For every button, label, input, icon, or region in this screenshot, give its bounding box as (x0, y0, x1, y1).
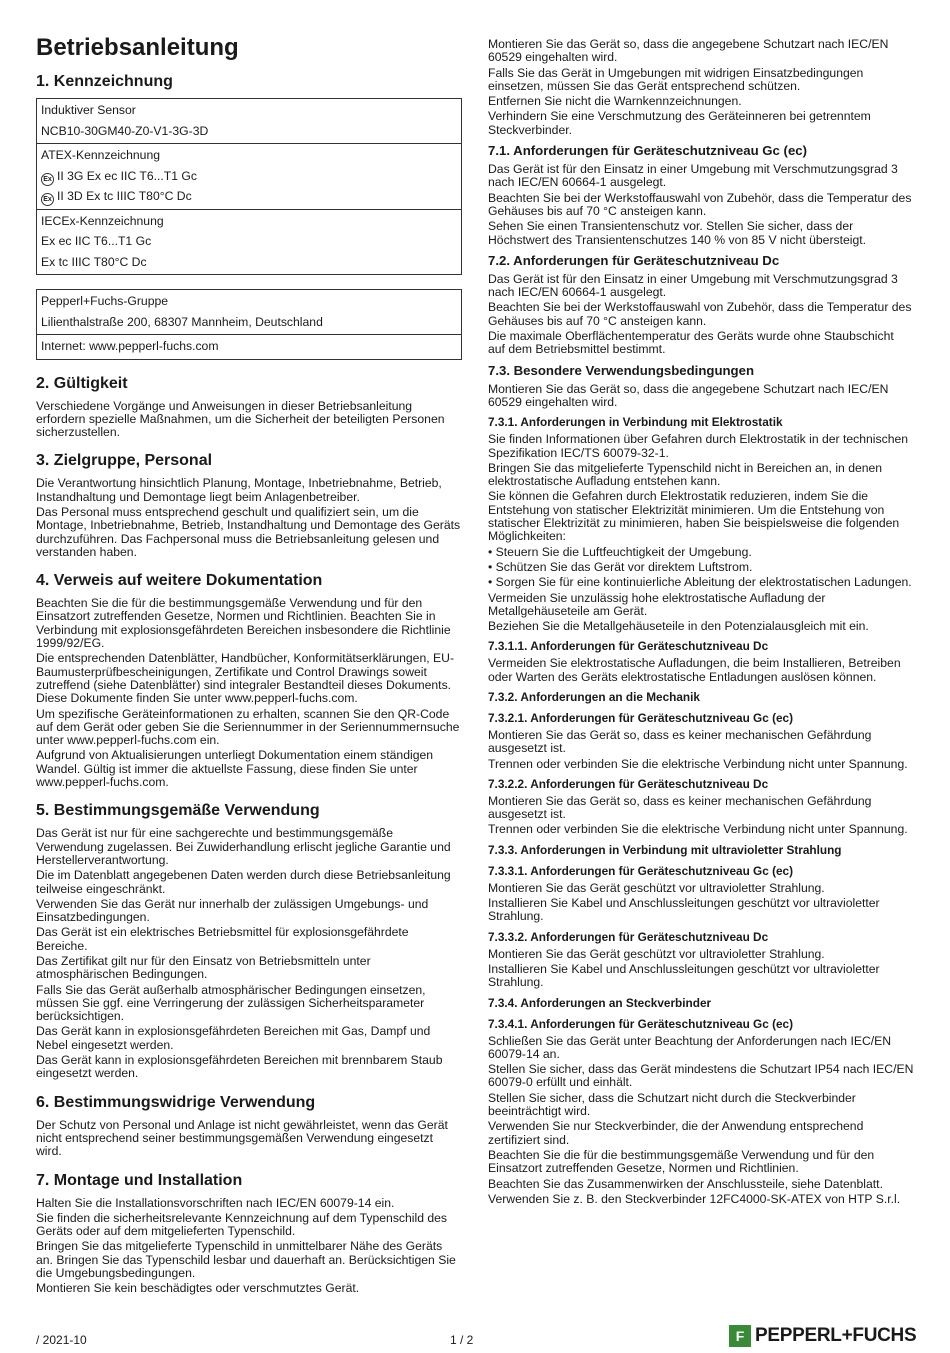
heading-montage: 7. Montage und Installation (36, 1171, 243, 1189)
paragraph: Vermeiden Sie elektrostatische Aufladungen, die beim Installieren, Betreiben oder Warten des Geräts elektrostatische Entladungen auslösen können. (488, 656, 901, 684)
company-name: Pepperl+Fuchs-Gruppe (41, 294, 169, 308)
paragraph: Montieren Sie das Gerät so, dass es keiner mechanischen Gefährdung ausgesetzt ist. (488, 793, 872, 822)
heading-kennzeichnung: 1. Kennzeichnung (36, 73, 173, 90)
left-column (36, 34, 462, 1308)
heading-7-3: 7.3. Besondere Verwendungsbedingungen (488, 362, 754, 378)
section-7-3-1 (488, 415, 914, 633)
paragraph: Das Gerät ist nur für eine sachgerechte und bestimmungsgemäße Verwendung zugelassen. Bei Zuwiderhandlung erlischt jegliche Garantie und Herstellerverantwortung. (36, 826, 451, 867)
atex-gas-text: II 3G Ex ec IIC T6...T1 Gc (57, 168, 197, 183)
section-7-1 (488, 143, 914, 247)
section-zielgruppe (36, 451, 462, 559)
list-item: • Schützen Sie das Gerät vor direktem Luftstrom. (488, 561, 914, 574)
paragraph: Halten Sie die Installationsvorschriften nach IEC/EN 60079-14 ein. (36, 1195, 395, 1210)
paragraph: Verwenden Sie z. B. den Steckverbinder 12FC4000-SK-ATEX von HTP S.r.l. (488, 1191, 901, 1206)
paragraph: Das Gerät kann in explosionsgefährdeten Bereichen mit brennbarem Staub eingesetzt werden. (36, 1053, 443, 1081)
atex-line-gas (41, 166, 457, 187)
logo-mark-icon: F (729, 1325, 751, 1347)
paragraph: Das Gerät ist ein elektrisches Betriebsmittel für explosionsgefährdete Bereiche. (36, 925, 409, 953)
montage-continued (488, 38, 914, 137)
paragraph: Stellen Sie sicher, dass die Schutzart nicht durch die Steckverbinder beeinträchtigt wird. (488, 1090, 856, 1119)
paragraph: Montieren Sie das Gerät geschützt vor ultravioletter Strahlung. (488, 946, 825, 961)
heading-7-3-2: 7.3.2. Anforderungen an die Mechanik (488, 689, 700, 704)
footer-date: / 2021-10 (36, 1333, 87, 1347)
section-7-3-3-2 (488, 930, 914, 990)
paragraph: Beachten Sie die für die bestimmungsgemäße Verwendung und für den Einsatzort zutreffenden Gesetze, Normen und Richtlinien. Beachten Sie in Verbindung mit explosionsgefährdeten Bereichen insbesondere die Richtlinie 1999/92/EG. (36, 596, 451, 651)
heading-7-2: 7.2. Anforderungen für Geräteschutzniveau Dc (488, 252, 780, 268)
section-verwendung (36, 801, 462, 1080)
paragraph: Falls Sie das Gerät in Umgebungen mit widrigen Einsatzbedingungen einsetzen, müssen Sie das Gerät entsprechend schützen. (488, 65, 864, 93)
heading-zielgruppe: 3. Zielgruppe, Personal (36, 452, 213, 470)
section-7-3-2 (488, 690, 914, 705)
iecex-group (37, 210, 461, 275)
document-title: Betriebsanleitung (36, 34, 239, 61)
paragraph: Das Zertifikat gilt nur für den Einsatz von Betriebsmitteln unter atmosphärischen Bedingungen. (36, 954, 371, 982)
iecex-title: IECEx-Kennzeichnung (41, 213, 164, 228)
paragraph: Die maximale Oberflächentemperatur des Geräts wurde ohne Staubschicht auf dem Betriebsmittel bestimmt. (488, 329, 894, 357)
bullet-list (488, 546, 914, 590)
logo-text: PEPPERL+FUCHS (755, 1325, 917, 1346)
paragraph: Montieren Sie das Gerät so, dass die angegebene Schutzart nach IEC/EN 60529 eingehalten wird. (488, 37, 889, 65)
heading-7-3-3-1: 7.3.3.1. Anforderungen für Geräteschutzniveau Gc (ec) (488, 863, 794, 878)
paragraph: Beachten Sie bei der Werkstoffauswahl von Zubehör, dass die Temperatur des Gehäuses bis auf 70 °C ansteigen kann. (488, 300, 912, 328)
paragraph: Sehen Sie einen Transientenschutz vor. Stellen Sie sicher, dass der Höchstwert des Transientenschutzes 140 % von 85 V nicht übersteigt. (488, 219, 867, 247)
section-7-3-2-2 (488, 777, 914, 837)
section-kennzeichnung (36, 72, 462, 360)
paragraph: Stellen Sie sicher, dass das Gerät mindestens die Schutzart IP54 nach IEC/EN 60079-0 erfüllt und einhält. (488, 1062, 914, 1090)
heading-7-3-1: 7.3.1. Anforderungen in Verbindung mit Elektrostatik (488, 415, 783, 430)
paragraph: Verwenden Sie nur Steckverbinder, die der Anwendung entsprechend zertifiziert sind. (488, 1119, 864, 1147)
paragraph: Trennen oder verbinden Sie die elektrische Verbindung nicht unter Spannung. (488, 756, 908, 771)
company-info (37, 290, 461, 335)
paragraph: Verschiedene Vorgänge und Anweisungen in dieser Betriebsanleitung erfordern spezielle Maßnahmen, um die Sicherheit der beteiligten Personen sicherzustellen. (36, 398, 445, 440)
section-gueltigkeit (36, 374, 462, 440)
heading-verwendung: 5. Bestimmungsgemäße Verwendung (36, 802, 320, 820)
paragraph: Die Verantwortung hinsichtlich Planung, Montage, Inbetriebnahme, Betrieb, Instandhaltung und Demontage liegt beim Anlagenbetreiber. (36, 476, 442, 504)
company-internet: Internet: www.pepperl-fuchs.com (41, 339, 219, 353)
section-7-2 (488, 253, 914, 357)
heading-7-1: 7.1. Anforderungen für Geräteschutzniveau Gc (ec) (488, 143, 808, 159)
paragraph: Montieren Sie das Gerät geschützt vor ultravioletter Strahlung. (488, 880, 825, 895)
paragraph: Installieren Sie Kabel und Anschlussleitungen geschützt vor ultravioletter Strahlung. (488, 896, 880, 924)
company-logo (729, 1325, 916, 1347)
paragraph: Bringen Sie das mitgelieferte Typenschild nicht in Bereichen an, in denen elektrostatische Aufladung entstehen kann. (488, 460, 883, 489)
marking-box (36, 98, 462, 275)
ex-symbol-icon: Ex (41, 193, 54, 206)
paragraph: Trennen oder verbinden Sie die elektrische Verbindung nicht unter Spannung. (488, 822, 908, 837)
section-7-3-4-1 (488, 1017, 914, 1207)
paragraph: Entfernen Sie nicht die Warnkennzeichnungen. (488, 94, 742, 109)
iecex-dust: Ex tc IIIC T80°C Dc (41, 254, 147, 269)
paragraph: Sie finden die sicherheitsrelevante Kennzeichnung auf dem Typenschild des Geräts oder auf dem mitgelieferten Typenschild. (36, 1210, 448, 1239)
company-web (37, 335, 461, 359)
heading-7-3-2-2: 7.3.2.2. Anforderungen für Geräteschutzniveau Dc (488, 776, 769, 791)
section-montage (36, 1171, 462, 1296)
heading-7-3-3: 7.3.3. Anforderungen in Verbindung mit ultravioletter Strahlung (488, 842, 842, 857)
paragraph: Bringen Sie das mitgelieferte Typenschild in unmittelbarer Nähe des Geräts an. Bringen Sie das Typenschild lesbar und dauerhaft an. Berücksichtigen Sie die Umgebungsbedingungen. (36, 1239, 456, 1281)
paragraph: Sie können die Gefahren durch Elektrostatik reduzieren, indem Sie die Entstehung von statischer Elektrizität minimieren. Um die Entstehung von statischer Elektrizität zu minimieren, haben Sie beispielsweise die folgenden Möglichkeiten: (488, 489, 900, 544)
atex-line-dust (41, 186, 457, 207)
right-column (488, 38, 914, 1212)
paragraph: Verhindern Sie eine Verschmutzung des Geräteinneren bei getrenntem Steckverbinder. (488, 109, 871, 137)
paragraph: Das Gerät ist für den Einsatz in einer Umgebung mit Verschmutzungsgrad 3 nach IEC/EN 60664-1 ausgelegt. (488, 271, 898, 300)
sensor-group (37, 99, 461, 144)
paragraph: Beachten Sie die für die bestimmungsgemäße Verwendung und für den Einsatzort zutreffenden Gesetze, Normen und Richtlinien. (488, 1147, 875, 1176)
paragraph: Die im Datenblatt angegebenen Daten werden durch diese Betriebsanleitung teilweise eingeschränkt. (36, 868, 451, 896)
paragraph: Montieren Sie das Gerät so, dass es keiner mechanischen Gefährdung ausgesetzt ist. (488, 727, 872, 756)
heading-7-3-4: 7.3.4. Anforderungen an Steckverbinder (488, 995, 712, 1010)
section-7-3-3-1 (488, 864, 914, 924)
heading-dokumentation: 4. Verweis auf weitere Dokumentation (36, 572, 323, 590)
company-address: Lilienthalstraße 200, 68307 Mannheim, Deutschland (41, 314, 323, 329)
paragraph: Aufgrund von Aktualisierungen unterliegt Dokumentation einem ständigen Wandel. Gültig ist immer die aktuellste Fassung, diese finden Sie unter www.pepperl-fuchs.com. (36, 748, 434, 790)
paragraph: Der Schutz von Personal und Anlage ist nicht gewährleistet, wenn das Gerät nicht entsprechend seiner bestimmungsgemäßen Verwendung eingesetzt wird. (36, 1117, 448, 1159)
paragraph: Verwenden Sie das Gerät nur innerhalb der zulässigen Umgebungs- und Einsatzbedingungen. (36, 896, 429, 925)
iecex-gas: Ex ec IIC T6...T1 Gc (41, 234, 152, 248)
heading-7-3-1-1: 7.3.1.1. Anforderungen für Geräteschutzniveau Dc (488, 639, 769, 654)
paragraph: Beachten Sie bei der Werkstoffauswahl von Zubehör, dass die Temperatur des Gehäuses bis auf 70 °C ansteigen kann. (488, 190, 912, 218)
paragraph: Installieren Sie Kabel und Anschlussleitungen geschützt vor ultravioletter Strahlung. (488, 961, 880, 990)
paragraph: Das Gerät kann in explosionsgefährdeten Bereichen mit Gas, Dampf und Nebel eingesetzt werden. (36, 1024, 431, 1052)
paragraph: Falls Sie das Gerät außerhalb atmosphärischer Bedingungen einsetzen, müssen Sie ggf. eine Verringerung der zulässigen Sicherheitsparameter berücksichtigen. (36, 982, 426, 1024)
list-item: • Steuern Sie die Luftfeuchtigkeit der Umgebung. (488, 546, 914, 559)
list-item: • Sorgen Sie für eine kontinuierliche Ableitung der elektrostatischen Ladungen. (488, 576, 914, 589)
paragraph: Sie finden Informationen über Gefahren durch Elektrostatik in der technischen Spezifikation IEC/TS 60079-32-1. (488, 432, 909, 460)
paragraph: Beziehen Sie die Metallgehäuseteile in den Potenzialausgleich mit ein. (488, 619, 869, 634)
paragraph: Das Gerät ist für den Einsatz in einer Umgebung mit Verschmutzungsgrad 3 nach IEC/EN 60664-1 ausgelegt. (488, 162, 898, 190)
section-7-3 (488, 363, 914, 410)
atex-title: ATEX-Kennzeichnung (41, 148, 161, 162)
footer-page-number: 1 / 2 (450, 1333, 474, 1347)
paragraph: Montieren Sie das Gerät so, dass die angegebene Schutzart nach IEC/EN 60529 eingehalten wird. (488, 381, 889, 409)
sensor-label: Induktiver Sensor (41, 103, 136, 117)
section-dokumentation (36, 571, 462, 789)
atex-group (37, 144, 461, 210)
paragraph: Um spezifische Geräteinformationen zu erhalten, scannen Sie den QR-Code auf dem Gerät oder geben Sie die Seriennummer in der Seriennummernsuche unter www.pepperl-fuchs.com ein. (36, 706, 460, 748)
section-fehlgebrauch (36, 1093, 462, 1159)
heading-7-3-4-1: 7.3.4.1. Anforderungen für Geräteschutzniveau Gc (ec) (488, 1016, 794, 1031)
section-7-3-2-1 (488, 711, 914, 771)
section-7-3-4 (488, 996, 914, 1011)
heading-fehlgebrauch: 6. Bestimmungswidrige Verwendung (36, 1093, 316, 1111)
heading-gueltigkeit: 2. Gültigkeit (36, 374, 128, 392)
section-7-3-3 (488, 843, 914, 858)
ex-symbol-icon: Ex (41, 173, 54, 186)
paragraph: Vermeiden Sie unzulässig hohe elektrostatische Aufladung der Metallgehäuseteile am Gerät. (488, 590, 826, 618)
paragraph: Das Personal muss entsprechend geschult und qualifiziert sein, um die Montage, Inbetriebnahme, Betrieb, Instandhaltung und Demontage des Geräts durchzuführen. Das Fachpersonal muss die Betriebsanleitung gelesen und verstanden haben. (36, 504, 461, 559)
section-7-3-1-1 (488, 639, 914, 684)
company-box (36, 289, 462, 360)
heading-7-3-3-2: 7.3.3.2. Anforderungen für Geräteschutzniveau Dc (488, 929, 769, 944)
paragraph: Schließen Sie das Gerät unter Beachtung der Anforderungen nach IEC/EN 60079-14 an. (488, 1033, 892, 1061)
heading-7-3-2-1: 7.3.2.1. Anforderungen für Geräteschutzniveau Gc (ec) (488, 710, 794, 725)
paragraph: Die entsprechenden Datenblätter, Handbücher, Konformitätserklärungen, EU-Baumusterprüfbescheinigungen, Zertifikate und Control Drawings soweit zutreffend (siehe Datenblätter) sind integraler Bestandteil dieses Dokuments. Diese Dokumente finden Sie unter www.pepperl-fuchs.com. (36, 651, 455, 706)
paragraph: Beachten Sie das Zusammenwirken der Anschlussteile, siehe Datenblatt. (488, 1176, 883, 1191)
atex-dust-text: II 3D Ex tc IIIC T80°C Dc (57, 189, 192, 203)
sensor-model: NCB10-30GM40-Z0-V1-3G-3D (41, 123, 209, 138)
paragraph: Montieren Sie kein beschädigtes oder verschmutztes Gerät. (36, 1281, 360, 1296)
